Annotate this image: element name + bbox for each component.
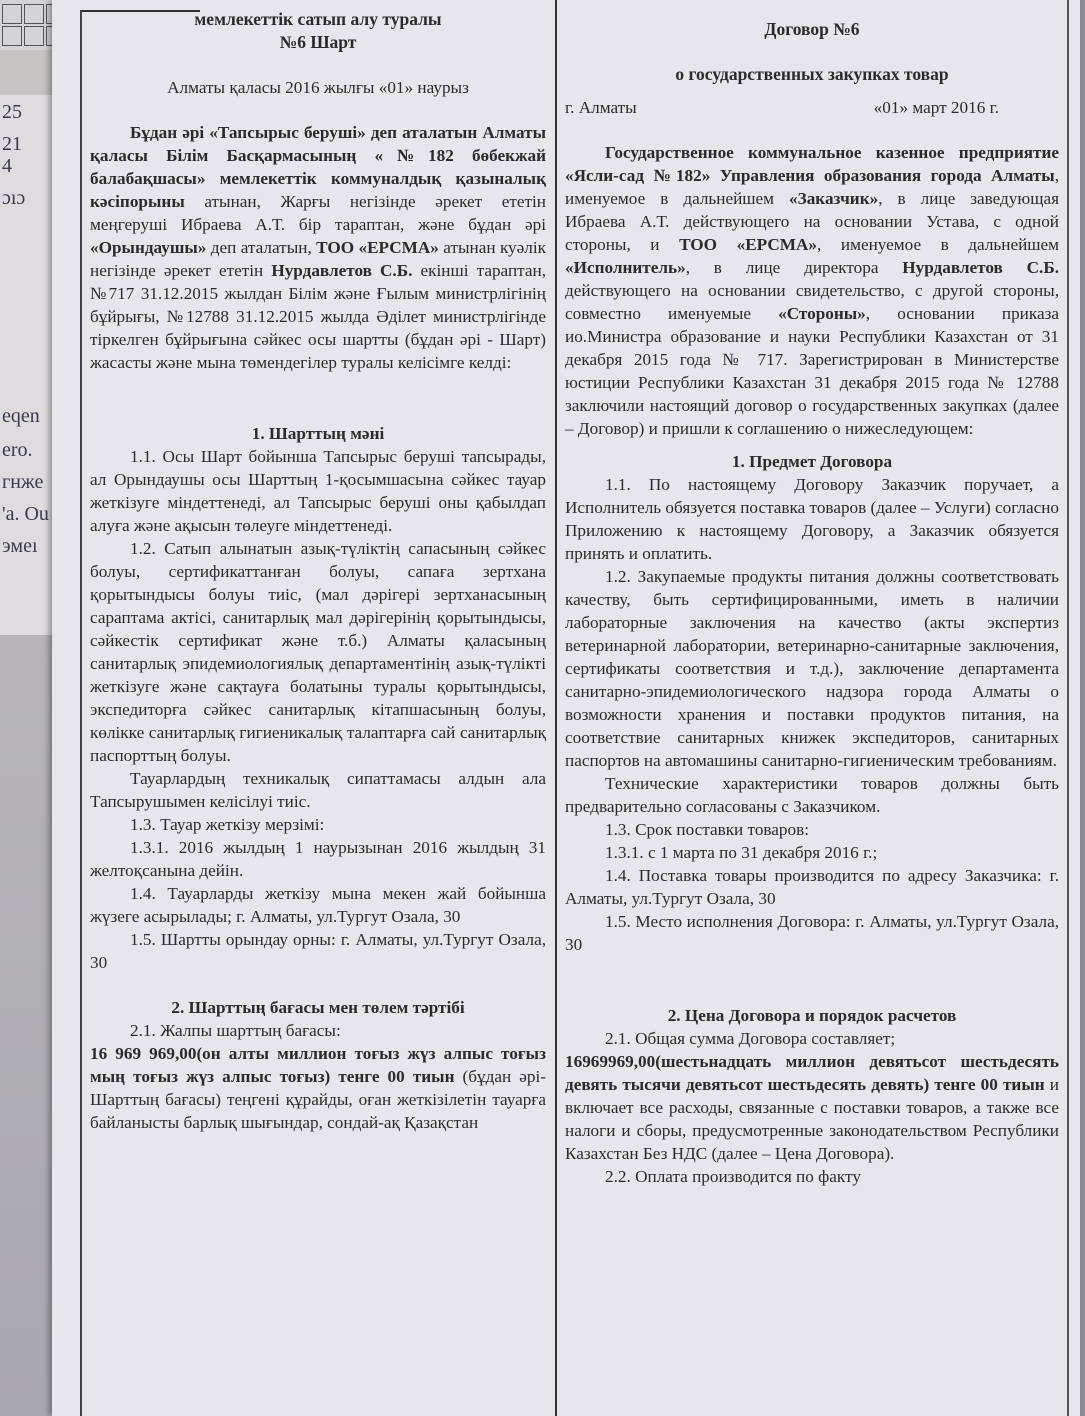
ru-date: «01» март 2016 г. xyxy=(873,98,999,117)
preamble-segment: «Стороны» xyxy=(778,304,866,323)
kz-section2-title: 2. Шарттың бағасы мен төлем тәртібі xyxy=(171,998,465,1017)
kz-clause-1-2: 1.2. Сатып алынатын азық-түліктің сапасының сәйкес болуы, сертификаттанған болуы, сапаға зертхана қорытындысы болуы тиіс, (мал дәрігері зертханасының сараптама актісі, санитарлық мал дәрігерінің қорытындысы, сәйкестік сертификат және т.б.) Алматы қаласының санитарлық эпидемиологиялық департаментінің азық-түлікті жеткізуге және сақтауға болатыны туралы қорытындысы, экспедиторға сәйкес санитарлық кітапшасының болуы, көлікке санитарлық гигиеникалық талаптарға сай санитарлық паспорттың болуы. xyxy=(90,539,546,765)
kz-city-date: Алматы қаласы 2016 жылғы «01» наурыз xyxy=(167,78,469,97)
kz-clause-1-3-1: 1.3.1. 2016 жылдың 1 наурызынан 2016 жылдың 31 желтоқсанына дейін. xyxy=(90,838,546,880)
preamble-segment: «Исполнитель» xyxy=(565,258,686,277)
kz-tech-spec: Тауарлардың техникалық сипаттамасы алдын ала Тапсырушымен келісілуі тиіс. xyxy=(90,769,546,811)
ru-tech-spec: Технические характеристики товаров должны быть предварительно согласованы с Заказчиком. xyxy=(565,774,1059,816)
background-text-fragment: гнже xyxy=(2,471,44,493)
ru-clause-1-4: 1.4. Поставка товары производится по адресу Заказчика: г. Алматы, ул.Тургут Озала, 30 xyxy=(565,866,1059,908)
ru-clause-1-3: 1.3. Срок поставки товаров: xyxy=(605,820,810,839)
russian-column xyxy=(565,8,1059,1188)
kz-clause-2-1: 2.1. Жалпы шарттың бағасы: xyxy=(130,1021,341,1040)
kz-clause-1-1: 1.1. Осы Шарт бойынша Тапсырыс беруші тапсырады, ал Орындаушы осы Шарттың 1-қосымшасына сәйкес тауар жеткізуге міндеттенеді, ал Тапсырыс беруші оны қабылдап алуға және ақысын төлеуге міндеттенеді. xyxy=(90,447,546,535)
preamble-segment: деп аталатын, xyxy=(206,238,317,257)
ru-section1-title: 1. Предмет Договора xyxy=(731,452,893,471)
ru-city: г. Алматы xyxy=(565,98,637,117)
preamble-segment: атынан, Жарғы негізінде әрекет ететін меңгеруші Ибраева А.Т. бір тараптан, және бұдан әрі xyxy=(90,192,546,234)
preamble-segment: , в лице заведующая Ибраева А.Т. действующего на основании Устава, с одной стороны, и xyxy=(565,189,1060,254)
preamble-segment: Нурдавлетов С.Б. xyxy=(902,258,1059,277)
kz-clause-1-3: 1.3. Тауар жеткізу мерзімі: xyxy=(130,815,325,834)
background-text-fragment: эмеı xyxy=(2,535,38,557)
preamble-segment: атынан куәлік негізінде әрекет ететін xyxy=(90,238,546,280)
ru-title-line1: Договор №6 xyxy=(764,19,860,39)
preamble-segment: Государственное коммунальное казенное предприятие «Ясли-сад №182» Управления образования города Алматы xyxy=(565,143,1059,185)
background-text-fragment: ɔıɔ xyxy=(2,187,26,209)
ru-clause-2-1-amount xyxy=(565,1050,1059,1165)
kz-section1-title: 1. Шарттың мәні xyxy=(251,424,385,443)
preamble-segment: Нурдавлетов С.Б. xyxy=(271,261,413,280)
kazakh-column xyxy=(90,8,546,1134)
ru-clause-2-2: 2.2. Оплата производится по факту xyxy=(605,1167,861,1186)
preamble-segment: «Заказчик» xyxy=(789,189,879,208)
kz-clause-2-1-amount xyxy=(90,1042,546,1134)
preamble-segment: екінші тараптан, №717 31.12.2015 жылдан Білім және Ғылым министрлігінің бұйрығы, №12788 31.12.2015 жылда Әділет министрлігінде тіркелген бұйрығына сәйкес осы шартты (бұдан әрі - Шарт) жасасты және мына төмендегілер туралы келісімге келді: xyxy=(90,261,547,372)
preamble-segment: , в лице директора xyxy=(685,258,903,277)
ru-amount-bold: 16969969,00(шестьнадцать миллион девятьсот шестьдесять девять тысячи девятьсот шестьдесять девять) тенге 00 тиын xyxy=(565,1052,1059,1094)
left-border xyxy=(80,10,82,1416)
preamble-segment: ТОО «ЕРСМА» xyxy=(679,235,818,254)
ru-city-date-row xyxy=(565,96,1059,119)
ru-title-line2: о государственных закупках товар xyxy=(675,64,949,84)
preamble-segment: , именуемое в дальнейшем xyxy=(565,166,1059,208)
preamble-segment: Бұдан әрі «Тапсырыс беруші» деп аталатын Алматы қаласы Білім Басқармасының «№182 бөбекжай балабақшасы» мемлекеттік коммуналдық қазыналық кәсіпорыны xyxy=(90,123,546,211)
kz-clause-1-5: 1.5. Шартты орындау орны: г. Алматы, ул.Тургут Озала, 30 xyxy=(90,930,546,972)
kz-amount-rest: (бұдан әрі-Шарттың бағасы) теңгені құрайды, оған жеткізілетін тауарға байланысты барлық шығындар, сондай-ақ Қазақстан xyxy=(90,1067,546,1132)
preamble-segment: ТОО «ЕРСМА» xyxy=(316,238,439,257)
kz-preamble xyxy=(90,121,546,374)
ru-amount-rest: и включает все расходы, связанные с поставки товаров, а также все налоги и сборы, предусмотренные законодательством Республики Казахстан Без НДС (далее – Цена Договора). xyxy=(565,1075,1059,1163)
background-text-fragment: eqen xyxy=(2,405,40,427)
preamble-segment: действующего на основании свидетельство, с другой стороны, совместно именуемые xyxy=(565,281,1059,323)
background-text-fragment: 4 xyxy=(2,155,12,177)
right-border xyxy=(1067,0,1069,1416)
kz-title-line2: №6 Шарт xyxy=(279,32,357,52)
background-text-fragment: 21 xyxy=(2,133,22,155)
ru-section2-title: 2. Цена Договора и порядок расчетов xyxy=(667,1006,957,1025)
ru-clause-1-3-1: 1.3.1. с 1 марта по 31 декабря 2016 г.; xyxy=(605,843,878,862)
background-text-fragment: ero. xyxy=(2,439,33,461)
preamble-segment: , основании приказа ио.Министра образование и науки Республики Казахстан от 31 декабря 2015 года № 717. Зарегистрирован в Министерстве юстиции Республики Казахстан 31 декабря 2015 года № 12788 заключили настоящий договор о государственных закупках (далее – Договор) и пришли к соглашению о нижеследующем: xyxy=(565,304,1060,438)
background-text-fragment: 25 xyxy=(2,101,22,123)
kz-clause-1-4: 1.4. Тауарларды жеткізу мына мекен жай бойынша жүзеге асырылады; г. Алматы, ул.Тургут Озала, 30 xyxy=(90,884,546,926)
ru-clause-2-1: 2.1. Общая сумма Договора составляет; xyxy=(605,1029,896,1048)
ru-clause-1-1: 1.1. По настоящему Договору Заказчик поручает, а Исполнитель обязуется поставка товаров (далее – Услуги) согласно Приложению к настоящему Договору, а Заказчик обязуется принять и оплатить. xyxy=(565,475,1060,563)
column-divider xyxy=(555,0,557,1416)
ru-clause-1-5: 1.5. Место исполнения Договора: г. Алматы, ул.Тургут Озала, 30 xyxy=(565,912,1059,954)
background-text-fragment: 'a. Ou xyxy=(2,503,49,525)
ru-clause-1-2: 1.2. Закупаемые продукты питания должны соответствовать качеству, быть сертифицированными, иметь в наличии лабораторные заключения на качество (акты экспертиз ветеринарной лаборатории, ветеринарно-санитарные заключения, сертификаты соответствия и т.д.), заключение департамента санитарно-эпидемиологического надзора города Алматы о возможности хранения и поставки продуктов питания, на соответствие санитарных книжек экспедиторов, санитарных паспортов на автомашины санитарно-гигиеническим требованиям. xyxy=(565,567,1059,770)
ru-preamble xyxy=(565,141,1059,440)
contract-page xyxy=(52,0,1080,1416)
kz-title-line1: мемлекеттік сатып алу туралы xyxy=(194,9,442,29)
preamble-segment: , именуемое в дальнейшем xyxy=(817,235,1060,254)
preamble-segment: «Орындаушы» xyxy=(90,238,207,257)
kz-amount-bold: 16 969 969,00(он алты миллион тоғыз жүз алпыс тоғыз мың тоғыз жүз алпыс тоғыз) тенге 00 тиын xyxy=(90,1044,546,1086)
